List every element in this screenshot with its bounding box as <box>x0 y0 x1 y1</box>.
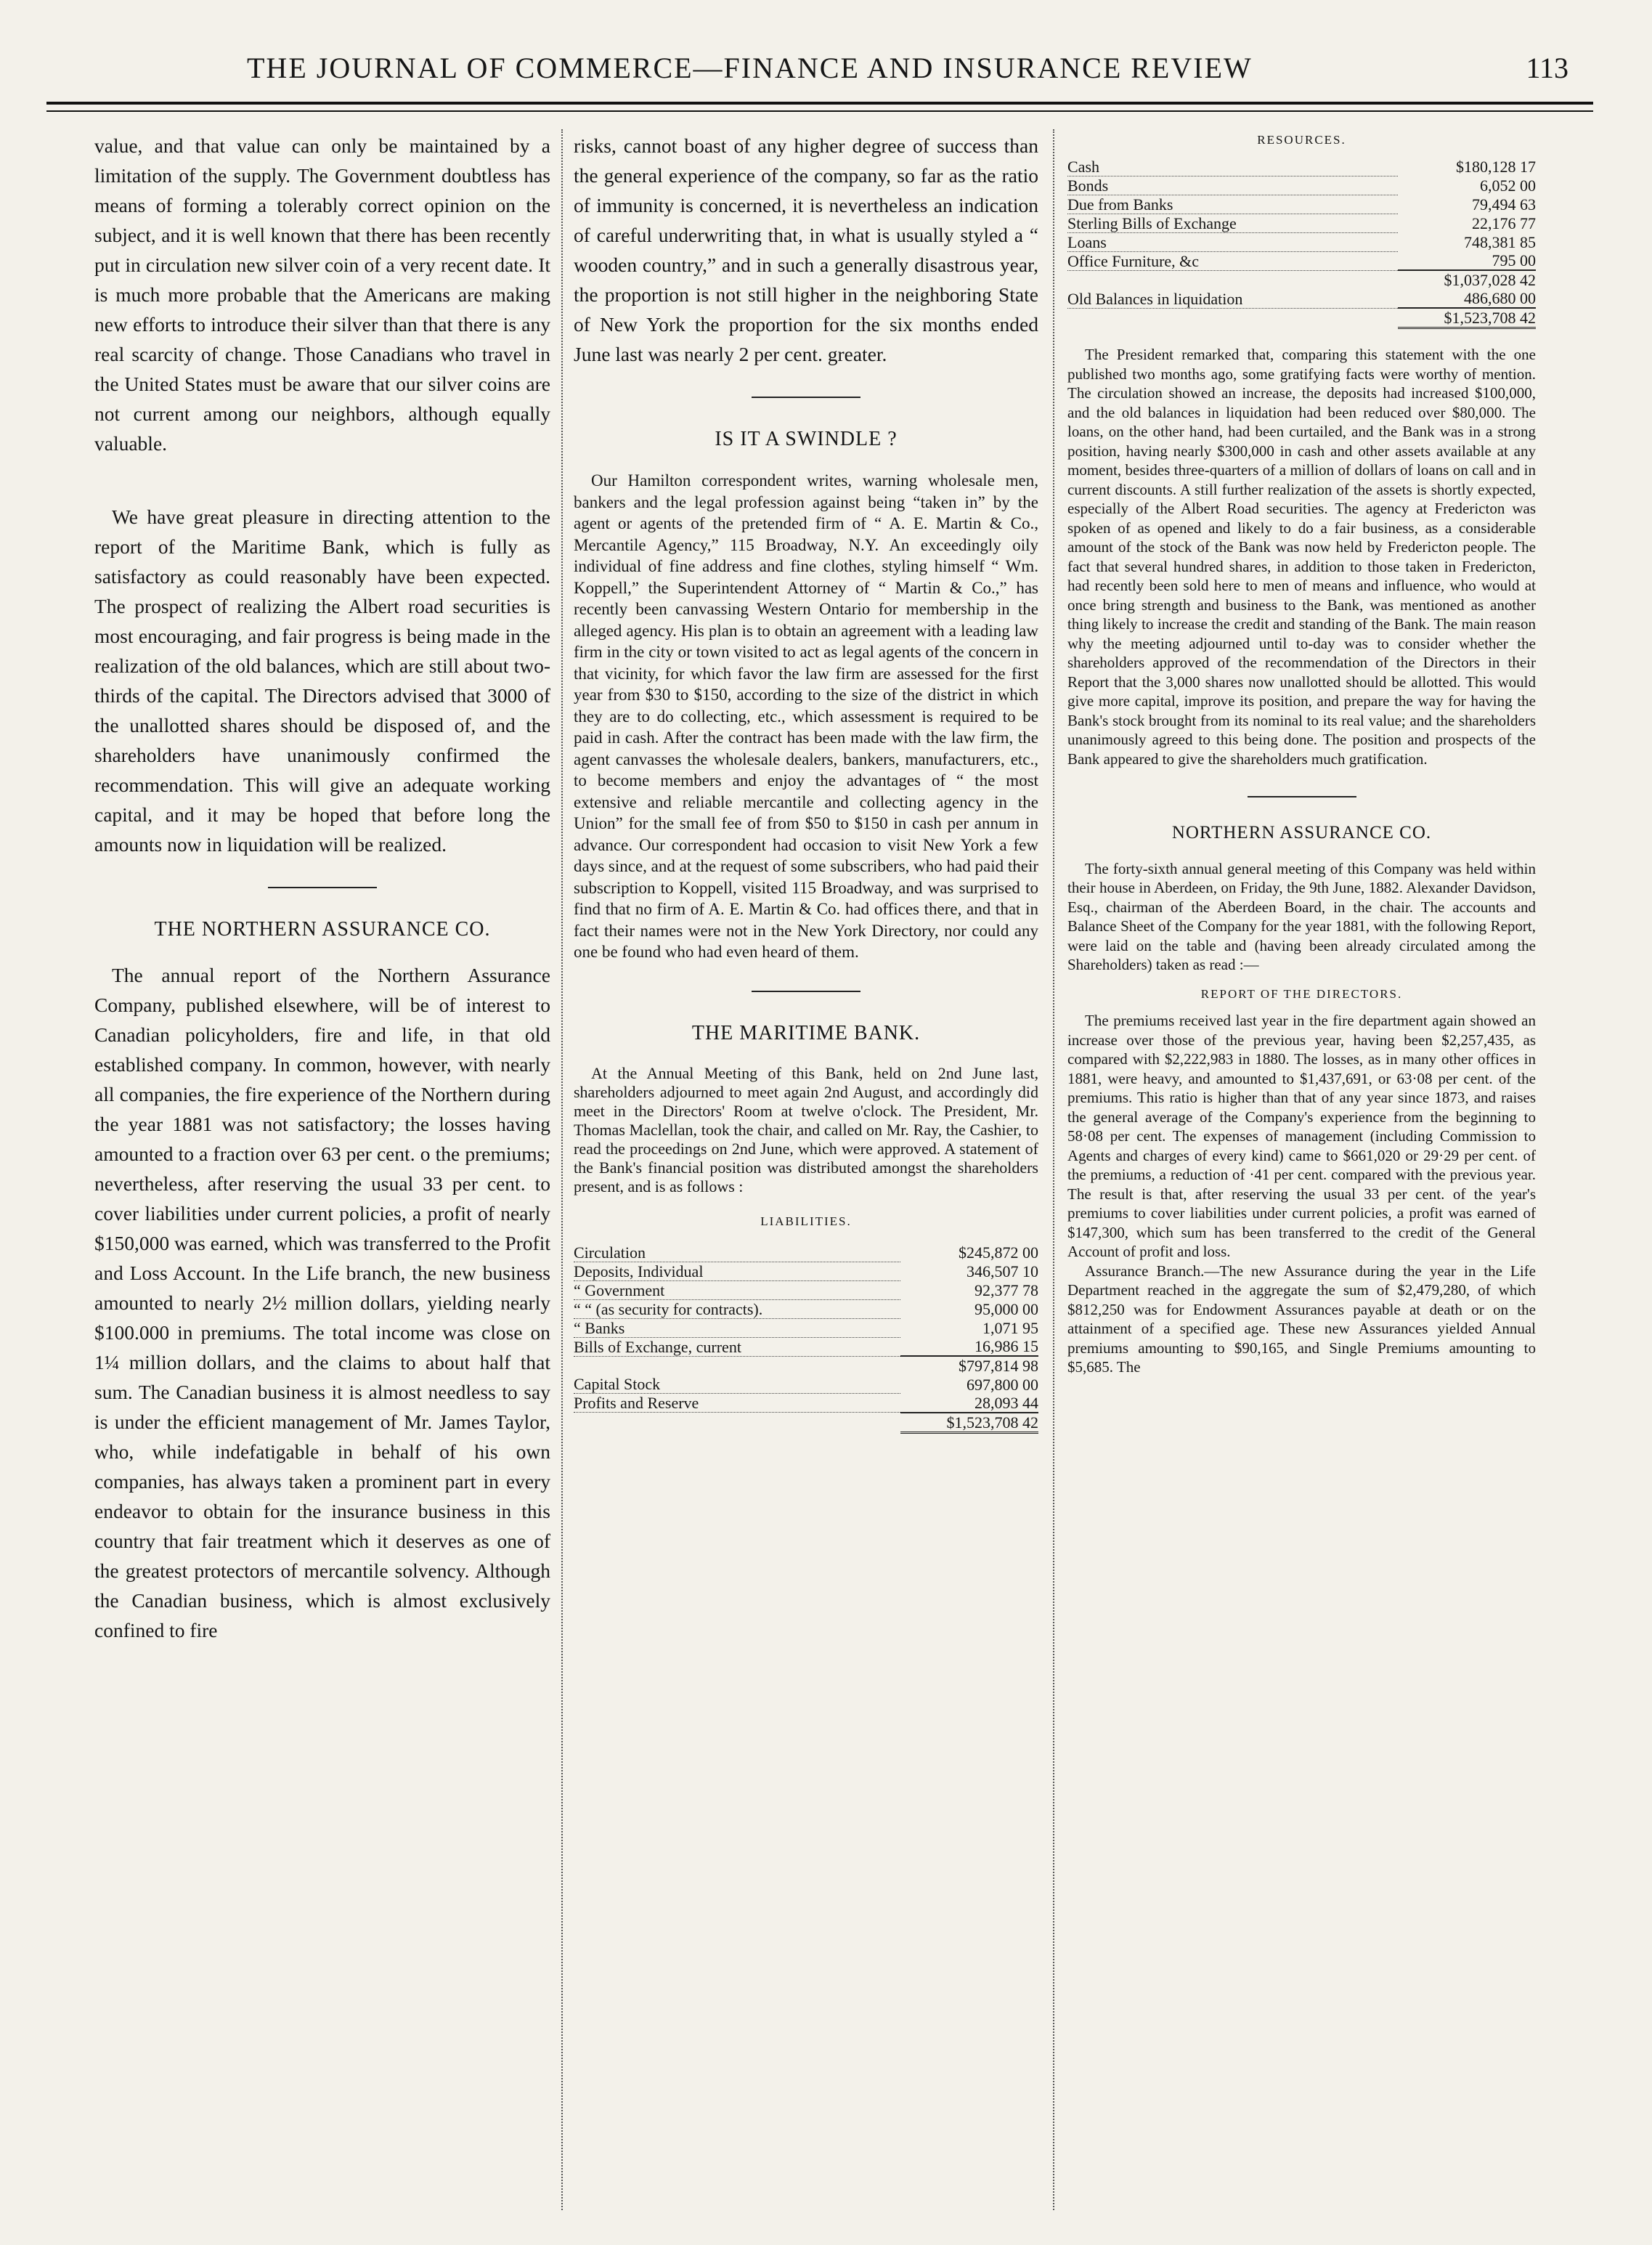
column-divider <box>1053 129 1054 2210</box>
row-label: “ Banks <box>574 1318 900 1337</box>
table-row <box>574 1262 1038 1280</box>
table-row <box>1067 270 1536 289</box>
table-row <box>574 1413 1038 1433</box>
row-amount: 6,052 00 <box>1480 176 1536 195</box>
row-amount: $245,872 00 <box>959 1243 1038 1262</box>
table-row <box>1067 176 1536 195</box>
article-paragraph: The forty-sixth annual general meeting of this Company was held within their house in Aberdeen, on Friday, the 9th June, 1882. Alexander Davidson, Esq., chairman of the Aberdeen Board, in the chair. The accounts and Balance Sheet of the Company for the year 1881, with the following Report, were laid on the table and (having been already circulated among the Shareholders) taken as read :— <box>1067 859 1536 973</box>
section-separator <box>268 887 377 888</box>
row-amount: $797,814 98 <box>900 1356 1038 1375</box>
row-amount: 697,800 00 <box>967 1375 1038 1394</box>
section-separator <box>752 397 860 398</box>
row-amount: 16,986 15 <box>974 1337 1038 1355</box>
table-row <box>574 1394 1038 1413</box>
table-row <box>1067 232 1536 251</box>
row-label: Deposits, Individual <box>574 1262 900 1280</box>
table-row <box>574 1318 1038 1337</box>
article-paragraph: risks, cannot boast of any higher degree of success than the general experience of the company, so far as the ratio of immunity is concerned, it is nevertheless an indication of careful underwriting that, in what is usually styled a “ wooden country,” and in such a generally disastrous year, the proportion is not still higher in the neighboring State of New York the proportion for the six months ended June last was nearly 2 per cent. greater. <box>574 134 1038 365</box>
table-row <box>1067 251 1536 270</box>
row-label <box>1067 308 1398 328</box>
table-row <box>574 1337 1038 1356</box>
row-label: Capital Stock <box>574 1375 900 1394</box>
row-label: Circulation <box>574 1243 900 1262</box>
article-paragraph: The President remarked that, comparing this statement with the one published two months ago, some gratifying facts were worthy of mention. The circulation showed an increase, the deposits had increased $100,000, and the old balances in liquidation had been reduced over $80,000. The loans, on the other hand, had been curtailed, and the Bank was in a strong position, having nearly $300,000 in cash and other assets available at any moment, besides three-quarters of a million of dollars of loans on call and in current discounts. A still further realization of the assets is shortly expected, especially of the Albert Road securities. The agency at Fredericton was spoken of as opened and likely to do a fair business, as a considerable amount of the stock of the Bank was now held by Fredericton people. The fact that several hundred shares, in addition to those taken in Fredericton, had recently been sold here to men of means and influence, who would at once bring strength and business to the Bank, was mentioned as another thing likely to increase the credit and standing of the Bank. The main reason why the meeting adjourned until to-day was to consider whether the shareholders approved of the recommendation of the Directors in their Report that the 3,000 shares now unallotted should be allotted. This would give more capital, improve its position, and prepare the way for having the Bank's stock brought from its nominal to its real value; and the shareholders unanimously agreed to this being done. The position and prospects of the Bank appeared to give the shareholders much gratification. <box>1067 346 1536 768</box>
table-row <box>1067 214 1536 232</box>
row-amount: 486,680 00 <box>1464 289 1536 307</box>
report-heading: REPORT OF THE DIRECTORS. <box>1200 986 1403 1001</box>
section-heading: IS IT A SWINDLE ? <box>715 428 898 450</box>
row-label <box>1067 270 1398 289</box>
row-label: Bonds <box>1067 176 1398 195</box>
section-heading: THE NORTHERN ASSURANCE CO. <box>154 918 491 941</box>
resources-table <box>1067 158 1536 330</box>
row-amount: 92,377 78 <box>974 1281 1038 1299</box>
row-label <box>574 1356 900 1375</box>
table-row <box>1067 308 1536 328</box>
row-label <box>574 1413 900 1433</box>
article-paragraph: value, and that value can only be maintained by a limitation of the supply. The Government doubtless has means of forming a tolerably correct opinion on the subject, and it is well known that there has been recently put in circulation new silver coin of a very recent date. It is much more probable that the Americans are making new efforts to introduce their silver than that there is any real scarcity of change. Those Canadians who travel in the United States must be aware that our silver coins are not current among our neighbors, although equally valuable. <box>94 134 550 455</box>
article-paragraph: We have great pleasure in directing attention to the report of the Maritime Bank, which is fully as satisfactory as could reasonably have been expected. The prospect of realizing the Albert road securities is most encouraging, and fair progress is being made in the realization of the old balances, which are still about two-thirds of the capital. The Directors advised that 3000 of the unallotted shares should be disposed of, and the shareholders have unanimously confirmed the recommendation. This will give an adequate working capital, and it may be hoped that before long the amounts now in liquidation will be realized. <box>94 506 550 856</box>
section-separator <box>752 991 860 992</box>
row-label: Office Furniture, &c <box>1067 251 1398 270</box>
row-amount: $1,037,028 42 <box>1398 270 1536 289</box>
row-label: Bills of Exchange, current <box>574 1337 900 1356</box>
section-heading: THE MARITIME BANK. <box>691 1021 921 1044</box>
page-number: 113 <box>1526 52 1568 84</box>
table-row <box>1067 195 1536 214</box>
section-separator <box>1248 796 1356 797</box>
liabilities-table <box>574 1243 1038 1434</box>
column-2 <box>574 131 1038 1434</box>
journal-title: THE JOURNAL OF COMMERCE—FINANCE AND INSURANCE REVIEW <box>247 52 1253 84</box>
article-paragraph: At the Annual Meeting of this Bank, held on 2nd June last, shareholders adjourned to meet again 2nd August, and accordingly did meet in the Directors' Room at twelve o'clock. The President, Mr. Thomas Maclellan, took the chair, and called on Mr. Ray, the Cashier, to read the proceedings on 2nd June, which were approved. A statement of the Bank's financial position was distributed amongst the shareholders present, and is as follows : <box>574 1063 1038 1195</box>
row-label: “ Government <box>574 1280 900 1299</box>
row-label: Cash <box>1067 158 1398 176</box>
table-heading: RESOURCES. <box>1257 133 1346 147</box>
row-amount: 1,071 95 <box>982 1319 1038 1337</box>
article-paragraph: The annual report of the Northern Assurance Company, published elsewhere, will be of interest to Canadian policyholders, fire and life, in that old established company. In common, however, with nearly all companies, the fire experience of the Northern during the year 1881 was not satisfactory; the losses having amounted to a fraction over 63 per cent. o the premiums; nevertheless, after reserving the usual 33 per cent. to cover liabilities under current policies, a profit of nearly $150,000 was earned, which was transferred to the Profit and Loss Account. In the Life branch, the new business amounted to nearly 2½ million dollars, yielding nearly $100.000 in premiums. The total income was close on 1¼ million dollars, and the claims to about half that sum. The Canadian business it is almost needless to say is under the efficient management of Mr. James Taylor, who, while indefatigable in behalf of his own companies, has always taken a prominent part in every endeavor to obtain for the insurance business in this country that fair treatment which it deserves as one of the greatest protectors of mercantile solvency. Although the Canadian business, which is almost exclusively confined to fire <box>94 964 550 1641</box>
table-row <box>574 1280 1038 1299</box>
table-row <box>574 1356 1038 1375</box>
row-amount: $1,523,708 42 <box>1398 308 1536 328</box>
row-amount: 95,000 00 <box>974 1300 1038 1318</box>
row-amount: $180,128 17 <box>1456 158 1536 176</box>
table-row <box>1067 158 1536 176</box>
table-row <box>574 1375 1038 1394</box>
column-1 <box>94 131 550 1645</box>
row-amount: 748,381 85 <box>1464 233 1536 251</box>
table-row <box>574 1299 1038 1318</box>
row-amount: $1,523,708 42 <box>900 1413 1038 1433</box>
article-paragraph: Our Hamilton correspondent writes, warning wholesale men, bankers and the legal profession against being “taken in” by the agent or agents of the pretended firm of “ A. E. Martin & Co., Mercantile Agency,” 115 Broadway, N.Y. An exceedingly oily individual of fine address and fine clothes, styling himself “ Wm. Koppell,” the Superintendent Attorney of “ Martin & Co.,” has recently been canvassing Western Ontario for membership in the alleged agency. His plan is to obtain an agreement with a leading law firm in the city or town visited to act as legal agents of the concern in that vicinity, for which favor the law firm are assessed for the first year from $30 to $150, according to the size of the district in which they are to do collecting, etc., which assessment is required to be paid in cash. After the contract has been made with the law firm, the agent canvasses the wholesale dealers, bankers, manufacturers, etc., to become members and enjoy the advantages of “ the most extensive and reliable mercantile and collecting agency in the Union” for the small fee of from $50 to $150 in cash per annum in advance. Our correspondent had occasion to visit New York a few days since, and at the request of some subscribers, who had paid their subscription to Koppell, visited 115 Broadway, and was surprised to find that no firm of A. E. Martin & Co. had offices there, and that in fact their names were not in the New York Directory, nor could any one be found who had even heard of them. <box>574 471 1038 961</box>
header-rule-thick <box>46 102 1593 105</box>
row-label: Old Balances in liquidation <box>1067 289 1398 308</box>
table-row <box>574 1243 1038 1262</box>
row-label: Profits and Reserve <box>574 1394 900 1413</box>
row-amount: 346,507 10 <box>967 1262 1038 1280</box>
row-amount: 28,093 44 <box>974 1393 1038 1412</box>
header-rule-thin <box>46 110 1593 112</box>
row-label: “ “ (as security for contracts). <box>574 1299 900 1318</box>
row-amount: 79,494 63 <box>1472 195 1536 214</box>
row-label: Loans <box>1067 232 1398 251</box>
table-heading: LIABILITIES. <box>760 1214 852 1228</box>
row-label: Due from Banks <box>1067 195 1398 214</box>
row-label: Sterling Bills of Exchange <box>1067 214 1398 232</box>
article-paragraph: The premiums received last year in the fire department again showed an increase over those of the previous year, having been $2,257,435, as compared with $2,222,983 in 1880. The losses, as in many other offices in 1881, were heavy, and amounted to $1,437,691, or 63·08 per cent. of the premiums. This ratio is higher than that of any year since 1873, and raises the general average of the Company's experience from the beginning to 58·08 per cent. The expenses of management (including Commission to Agents and charges of every kind) came to $661,020 or 29·29 per cent. of the premiums, a reduction of ·41 per cent. compared with the previous year. The result is that, after reserving the usual 33 per cent. of the year's premiums to cover liabilities under current policies, a profit was earned of $147,300, which sum has been transferred to the credit of the General Account of profit and loss. <box>1067 1012 1536 1260</box>
row-amount: 795 00 <box>1492 251 1536 269</box>
column-divider <box>561 129 563 2210</box>
running-header <box>218 51 1568 102</box>
column-3 <box>1067 131 1536 1377</box>
article-paragraph: Assurance Branch.—The new Assurance during the year in the Life Department reached in the aggregate the sum of $2,479,280, of which $812,250 was for Endowment Assurances payable at death or on the attainment of a specified age. These new Assurances yielded Annual premiums amounting to $90,165, and Single Premiums amounting to $5,685. The <box>1067 1262 1536 1376</box>
table-row <box>1067 289 1536 308</box>
row-amount: 22,176 77 <box>1472 214 1536 232</box>
section-heading: NORTHERN ASSURANCE CO. <box>1171 823 1432 843</box>
